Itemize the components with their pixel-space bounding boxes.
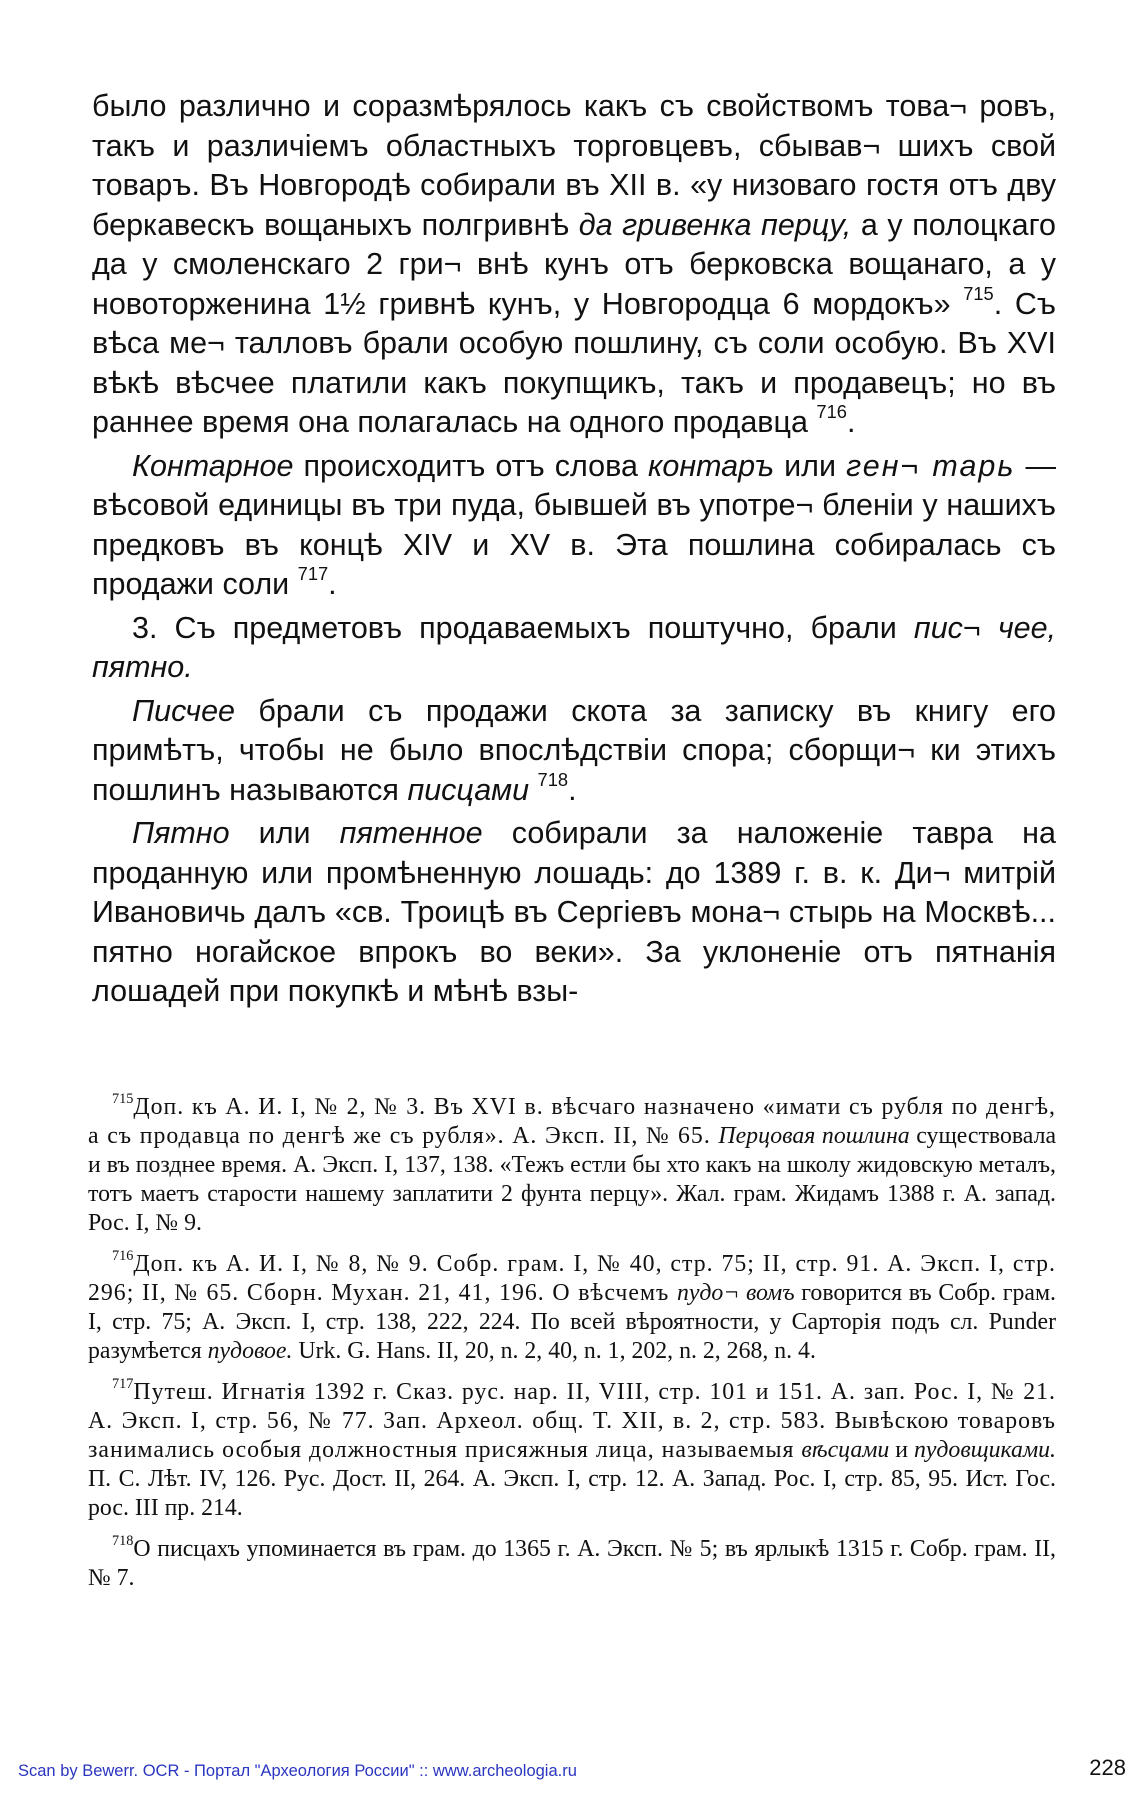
footnote-ref-717[interactable]: 717 (297, 563, 329, 585)
page-number: 228 (1089, 1755, 1126, 1780)
paragraph-2: Контарное происходитъ отъ слова контаръ или ген¬ тарь — вѣсовой единицы въ три пуда, бывшей въ употре¬ бленiи у нашихъ предковъ въ концѣ XIV и XV в. Эта пошлина собиралась съ продажи соли $^{717}$. (92, 448, 1056, 601)
paragraph-3: 3. Съ предметовъ продаваемыхъ поштучно, брали пис¬ чее, пятно. (92, 610, 1057, 684)
italic-term: Писчее (132, 693, 236, 728)
italic-term: контаръ (647, 448, 775, 483)
paragraph-5: Пятно или пятенное собирали за наложенiе тавра на проданную или промѣненную лошадь: до 1389 г. в. к. Ди¬ митрiй Ивановичь далъ «св. Троицѣ въ Сергiевъ мона¬ стырь на Москвѣ... пятно ногайское впрокъ во веки». За уклоненiе отъ пятнанiя лошадей при покупкѣ и мѣнѣ взы- (92, 816, 1056, 1008)
italic-phrase: пудовое. (207, 1338, 293, 1364)
italic-term: писцами (407, 772, 530, 807)
italic-term: пис¬ чее, пятно. (92, 610, 1057, 684)
italic-phrase: Перцовая пошлина (718, 1123, 910, 1149)
footnote-715: $^{715}$Доп. къ А. И. I, № 2, № 3. Въ XVI в. вѣсчаго назначено «имати съ рубля по денгѣ, а съ продавца по денгѣ же съ рубля». А. Эксп. II, № 65. Перцовая пошлина существовала и въ позднее время. А. Эксп. I, 137, 138. «Тежъ естли бы хто какъ на школу жидовскую металъ, тотъ маетъ старости нашему заплатити 2 фунта перцу». Жал. грам. Жидамъ 1388 г. А. запад. Рос. I, № 9. (88, 1090, 1057, 1236)
italic-phrase: пудо¬ вомъ (677, 1280, 795, 1306)
italic-term: Контарное (132, 448, 294, 483)
italic-phrase: да гривенка перцу, (578, 207, 852, 242)
italic-term: ген¬ тарь (846, 448, 1016, 483)
footnotes (88, 1090, 1057, 1605)
italic-term: пятенное (339, 816, 483, 850)
footnote-716: $^{716}$Доп. къ А. И. I, № 8, № 9. Собр. грам. I, № 40, стр. 75; II, стр. 91. А. Эксп. I, стр. 296; II, № 65. Сборн. Мухан. 21, 41, 196. О вѣсчемъ пудо¬ вомъ говорится въ Собр. грам. I, стр. 75; А. Эксп. I, стр. 138, 222, 224. По всей вѣроятности, у Сарторiя подъ сл. Punder разумѣется пудовое. Urk. G. Hans. II, 20, n. 2, 40, n. 1, 202, n. 2, 268, n. 4. (88, 1247, 1056, 1364)
footnote-717: $^{717}$Путеш. Игнатiя 1392 г. Сказ. рус. нар. II, VIII, стр. 101 и 151. А. зап. Рос. I, № 21. А. Эксп. I, стр. 56, № 77. Зап. Археол. общ. Т. XII, в. 2, стр. 583. Вывѣскою товаровъ занимались особыя должностныя присяжныя лица, называемыя вѣсцами и пудовщиками. П. С. Лѣт. IV, 126. Рус. Дост. II, 264. А. Эксп. I, стр. 12. А. Запад. Рос. I, стр. 85, 95. Ист. Гос. рос. III пр. 214. (88, 1375, 1056, 1521)
scan-credit: Scan by Bewerr. OCR - Портал "Археология России" :: www.archeologia.ru (18, 1762, 577, 1780)
footnote-number: 715 (112, 1090, 134, 1107)
main-text (92, 87, 1056, 1016)
footnote-ref-715[interactable]: 715 (963, 282, 994, 304)
footnote-number: 716 (112, 1247, 134, 1264)
italic-phrase: вѣсцами (801, 1437, 890, 1463)
paragraph-4: Писчее брали съ продажи скота за записку въ книгу его примѣтъ, чтобы не было впослѣдствiи спора; сборщи¬ ки этихъ пошлинъ называются писцами $^{718}$. (92, 693, 1056, 807)
paragraph-1: было различно и соразмѣрялось какъ съ свойствомъ това¬ ровъ, такъ и различiемъ областныхъ торговцевъ, сбывав¬ шихъ свой товаръ. Въ Новгородѣ собирали въ XII в. «у низоваго гостя отъ дву беркавескъ вощаныхъ полгривнѣ да гривенка перцу, а у полоцкаго да у смоленскаго 2 гри¬ внѣ кунъ отъ берковска вощанаго, а у новоторженина 1½ гривнѣ кунъ, у Новгородца 6 мордокъ» $^{715}$. Съ вѣса ме¬ талловъ брали особую пошлину, съ соли особую. Въ XVI вѣкѣ вѣсчее платили какъ покупщикъ, такъ и продавецъ; но въ раннее время она полагалась на одного продавца $^{716}$. (92, 89, 1056, 439)
footnote-ref-716[interactable]: 716 (816, 401, 847, 423)
footnote-718: $^{718}$О писцахъ упоминается въ грам. до 1365 г. А. Эксп. № 5; въ ярлыкѣ 1315 г. Собр. грам. II, № 7. (88, 1532, 1056, 1591)
footnote-ref-718[interactable]: 718 (537, 768, 569, 790)
footnote-number: 718 (112, 1532, 134, 1549)
italic-term: Пятно (132, 816, 230, 850)
italic-phrase: пудовщиками. (914, 1437, 1056, 1463)
footnote-number: 717 (112, 1375, 134, 1392)
